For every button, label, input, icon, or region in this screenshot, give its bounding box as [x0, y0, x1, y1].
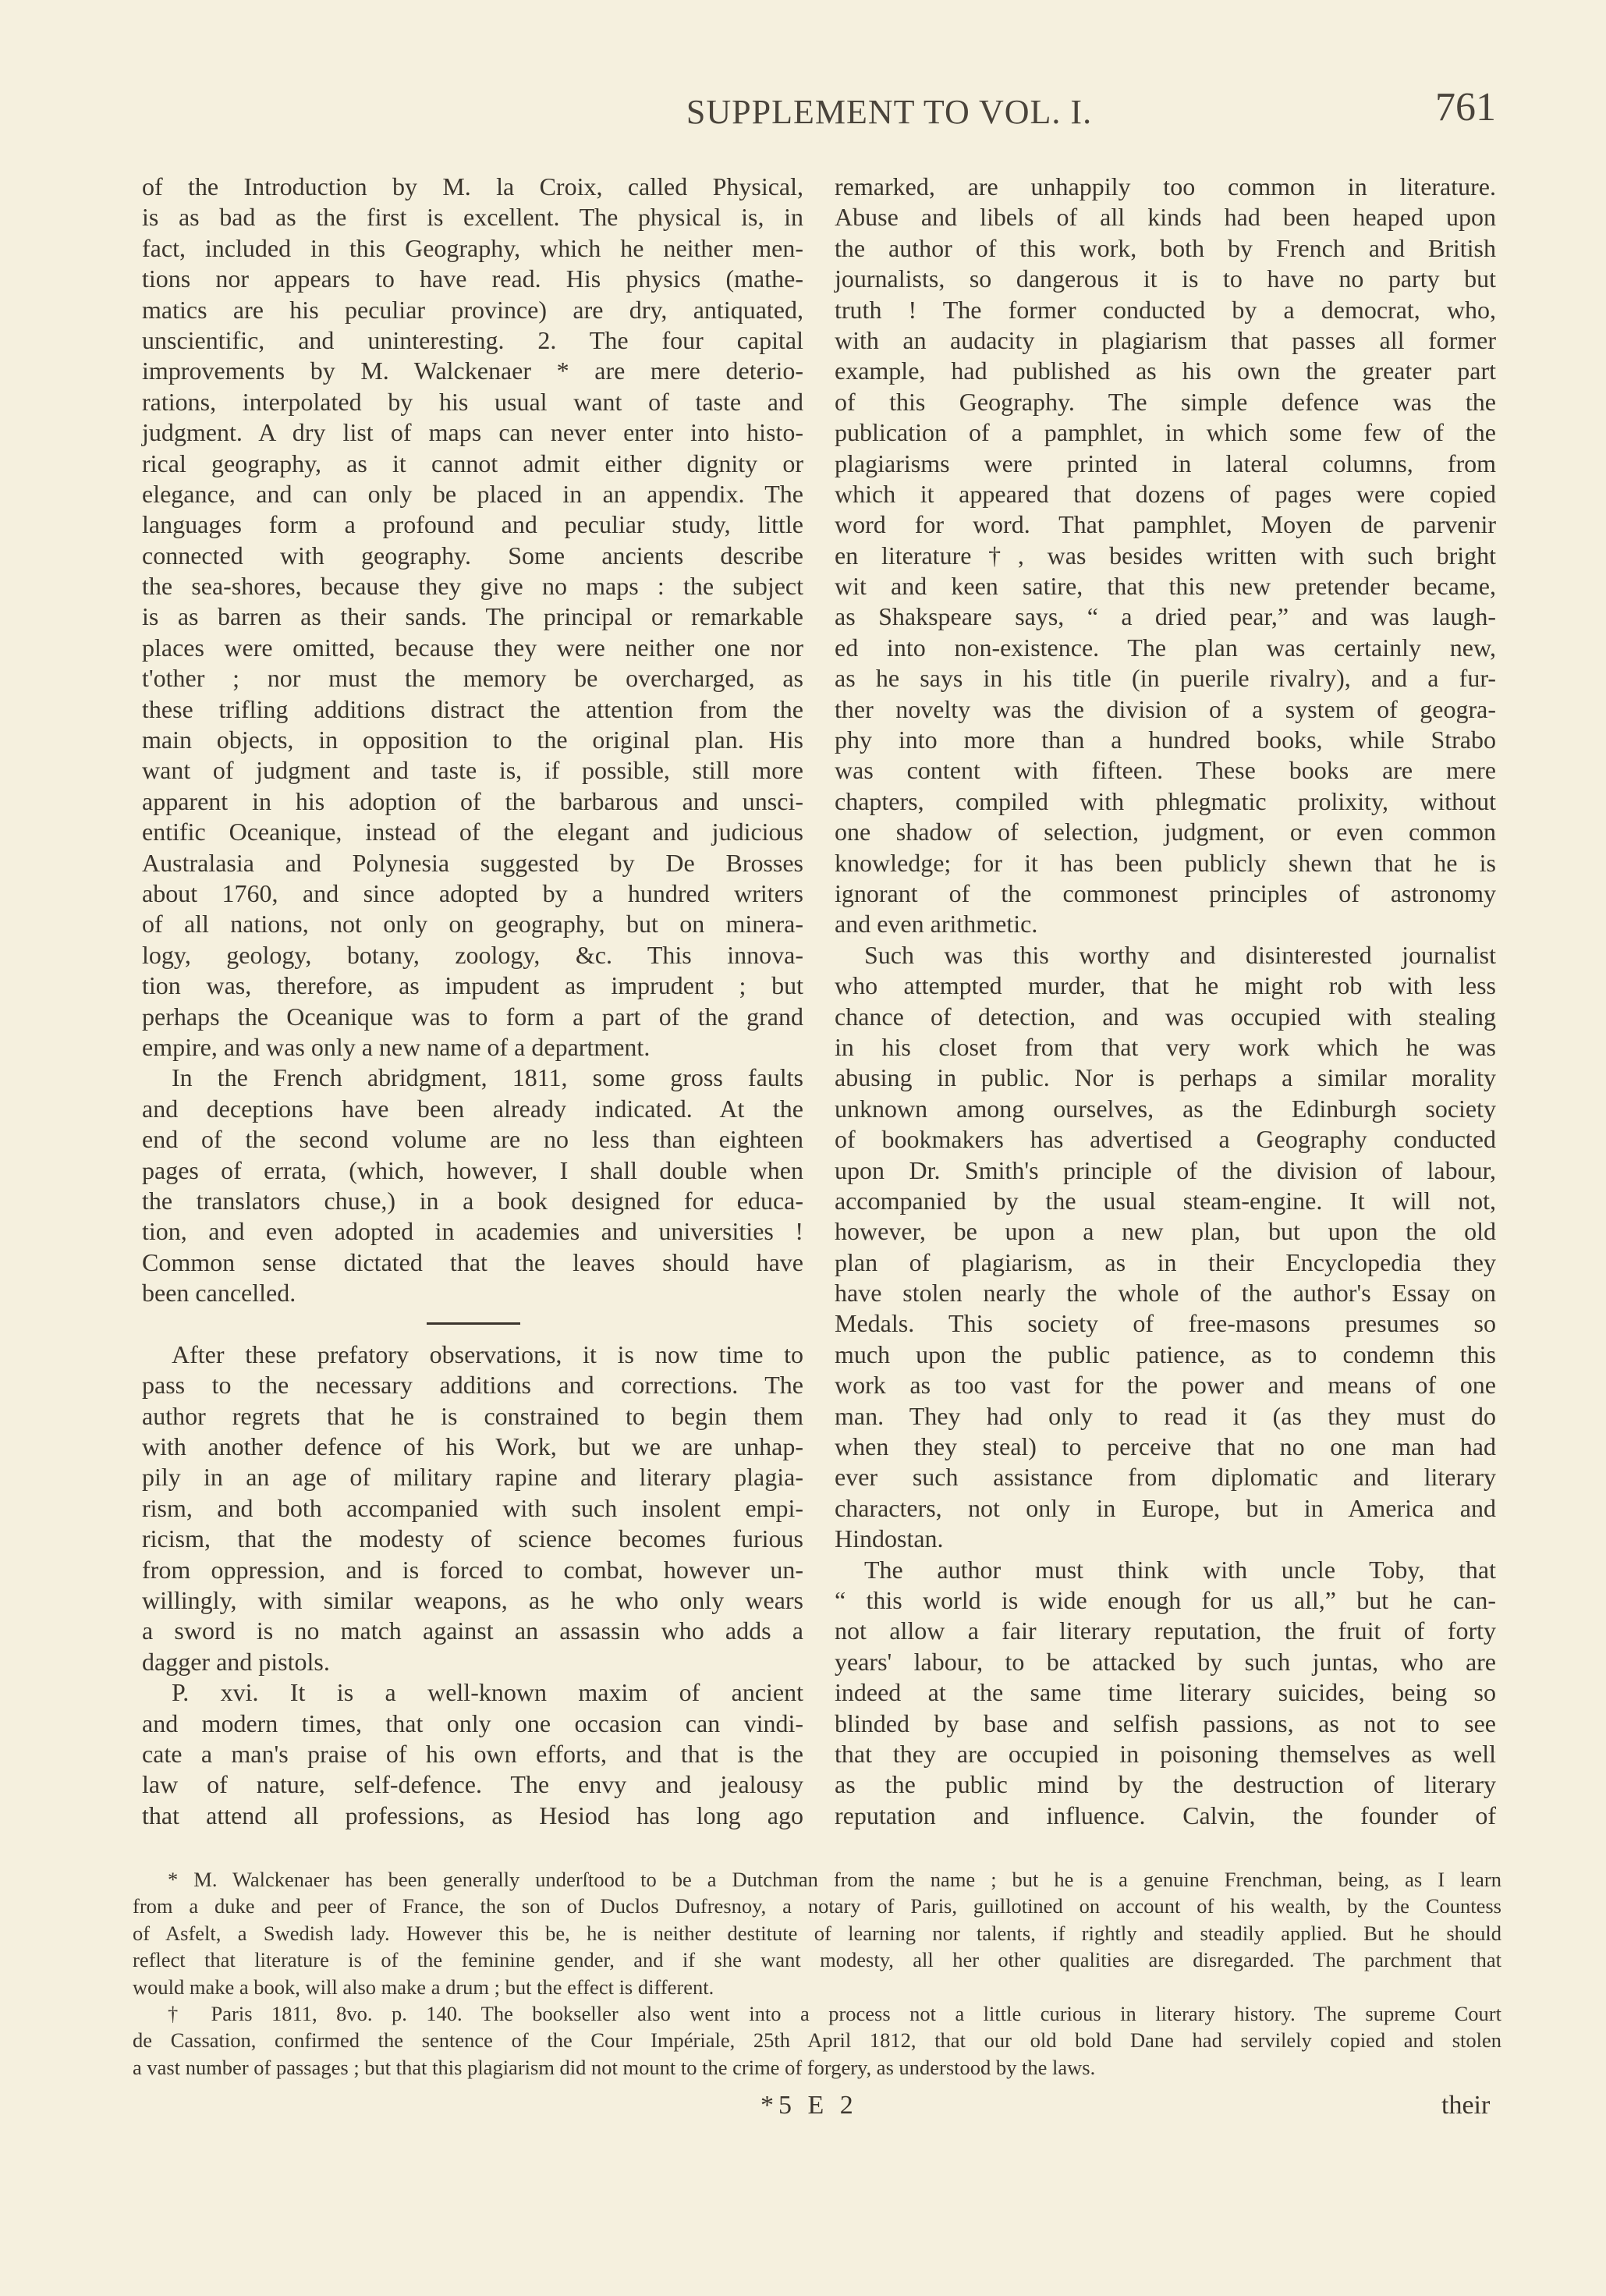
text-line: these trifling additions distract the attention from the	[142, 694, 803, 723]
text-line: publication of a pamphlet, in which some few of the	[835, 418, 1496, 447]
text-line: phy into more than a hundred books, while Strabo	[835, 726, 1496, 754]
footnote-line: * M. Walckenaer has been generally underſtood to be a Dutchman from the name ; but he is a genuine Frenchman, being, as I learn	[168, 1868, 1501, 1891]
text-line: been cancelled.	[142, 1279, 296, 1308]
text-line: blinded by base and selfish passions, as not to see	[835, 1709, 1496, 1737]
text-line: unknown among ourselves, as the Edinburgh society	[835, 1094, 1496, 1123]
text-line: improvements by M. Walckenaer * are mere deterio-	[142, 357, 803, 385]
text-line: author regrets that he is constrained to begin them	[142, 1401, 803, 1430]
text-line: apparent in his adoption of the barbarous and unsci-	[142, 786, 803, 815]
text-line: that attend all professions, as Hesiod has long ago	[142, 1801, 803, 1829]
text-line: was content with fifteen. These books are mere	[835, 756, 1496, 785]
text-line: plan of plagiarism, as in their Encyclopedia they	[835, 1247, 1496, 1276]
text-line: Such was this worthy and disinterested journalist	[864, 940, 1496, 969]
text-line: the translators chuse,) in a book designed for educa-	[142, 1186, 803, 1215]
text-line: places were omitted, because they were neither one nor	[142, 633, 803, 662]
text-line: the author of this work, both by French and British	[835, 233, 1496, 262]
text-line: of all nations, not only on geography, but on minera-	[142, 910, 803, 939]
text-line: as Shakspeare says, “ a dried pear,” and was laugh-	[835, 602, 1496, 631]
text-line: willingly, with similar weapons, as he who only wears	[142, 1585, 803, 1614]
text-line: Hindostan.	[835, 1524, 944, 1553]
text-line: wit and keen satire, that this new pretender became,	[835, 572, 1496, 601]
text-line: entific Oceanique, instead of the elegant and judicious	[142, 818, 803, 846]
text-line: connected with geography. Some ancients describe	[142, 541, 803, 570]
text-line: pass to the necessary additions and corrections. The	[142, 1371, 803, 1400]
text-line: reputation and influence. Calvin, the founder of	[835, 1801, 1496, 1829]
text-line: the sea-shores, because they give no maps : the subject	[142, 572, 803, 601]
text-line: chance of detection, and was occupied with stealing	[835, 1002, 1496, 1031]
text-line: accompanied by the usual steam-engine. It will not,	[835, 1186, 1496, 1215]
text-line: with an audacity in plagiarism that passes all former	[835, 325, 1496, 354]
text-line: years' labour, to be attacked by such juntas, who are	[835, 1647, 1496, 1676]
text-line: truth ! The former conducted by a democrat, who,	[835, 295, 1496, 324]
text-line: pages of errata, (which, however, I shall double when	[142, 1155, 803, 1184]
text-line: judgment. A dry list of maps can never enter into histo-	[142, 418, 803, 447]
text-line: is as barren as their sands. The principal or remarkable	[142, 602, 803, 631]
text-line: characters, not only in Europe, but in America and	[835, 1493, 1496, 1522]
text-line: and even arithmetic.	[835, 910, 1038, 939]
text-line: chapters, compiled with phlegmatic prolixity, without	[835, 786, 1496, 815]
text-line: Australasia and Polynesia suggested by De Brosses	[142, 848, 803, 877]
text-line: when they steal) to perceive that no one man had	[835, 1432, 1496, 1461]
text-line: who attempted murder, that he might rob with less	[835, 971, 1496, 1000]
text-line: as he says in his title (in puerile rivalry), and a fur-	[835, 664, 1496, 693]
text-line: Medals. This society of free-masons presumes so	[835, 1309, 1496, 1338]
text-line: of the Introduction by M. la Croix, called Physical,	[142, 172, 803, 201]
section-rule	[427, 1322, 520, 1325]
text-line: ever such assistance from diplomatic and literary	[835, 1463, 1496, 1492]
text-line: of this Geography. The simple defence was the	[835, 387, 1496, 416]
text-line: ignorant of the commonest principles of astronomy	[835, 878, 1496, 907]
text-line: tion was, therefore, as impudent as imprudent ; but	[142, 971, 803, 1000]
footnote-line: a vast number of passages ; but that this plagiarism did not mount to the crime of forgery, as understood by the laws.	[133, 2055, 1096, 2079]
text-line: ed into non-existence. The plan was certainly new,	[835, 633, 1496, 662]
text-line: upon Dr. Smith's principle of the division of labour,	[835, 1155, 1496, 1184]
text-line: main objects, in opposition to the original plan. His	[142, 726, 803, 754]
text-line: Common sense dictated that the leaves should have	[142, 1247, 803, 1276]
text-line: dagger and pistols.	[142, 1647, 330, 1676]
text-line: languages form a profound and peculiar study, little	[142, 510, 803, 539]
footnote-line: de Cassation, confirmed the sentence of the Cour Impériale, 25th April 1812, that our old bold Dane had servilely copied and stolen	[133, 2028, 1501, 2053]
text-line: abusing in public. Nor is perhaps a similar morality	[835, 1063, 1496, 1092]
text-line: example, had published as his own the greater part	[835, 357, 1496, 385]
text-line: word for word. That pamphlet, Moyen de parvenir	[835, 510, 1496, 539]
text-line: In the French abridgment, 1811, some gross faults	[172, 1063, 803, 1092]
text-line: with another defence of his Work, but we are unhap-	[142, 1432, 803, 1461]
text-line: in his closet from that very work which he was	[835, 1032, 1496, 1061]
left-column	[142, 172, 803, 1831]
text-line: tion, and even adopted in academies and universities !	[142, 1217, 803, 1246]
text-line: not allow a fair literary reputation, the fruit of forty	[835, 1616, 1496, 1645]
text-line: fact, included in this Geography, which he neither men-	[142, 233, 803, 262]
footnote-line: † Paris 1811, 8vo. p. 140. The bookseller also went into a process not a little curious in literary history. The supreme Court	[168, 2001, 1501, 2025]
text-line: rism, and both accompanied with such insolent empi-	[142, 1493, 803, 1522]
text-line: work as too vast for the power and means of one	[835, 1371, 1496, 1400]
text-line: t'other ; nor must the memory be overcharged, as	[142, 664, 803, 693]
footnote-line: from a duke and peer of France, the son of Duclos Dufresnoy, a notary of Paris, guillotined on account of his wealth, by the Countess	[133, 1894, 1501, 1918]
text-line: is as bad as the first is excellent. The physical is, in	[142, 203, 803, 232]
text-line: pily in an age of military rapine and literary plagia-	[142, 1463, 803, 1492]
catchword: their	[1441, 2091, 1491, 2120]
text-line: Abuse and libels of all kinds had been heaped upon	[835, 203, 1496, 232]
section-separator	[142, 1308, 803, 1339]
text-line: After these prefatory observations, it is now time to	[172, 1340, 803, 1368]
text-line: remarked, are unhappily too common in literature.	[835, 172, 1496, 201]
text-line: of bookmakers has advertised a Geography conducted	[835, 1125, 1496, 1154]
text-line: empire, and was only a new name of a department.	[142, 1032, 651, 1061]
text-line: knowledge; for it has been publicly shewn that he is	[835, 848, 1496, 877]
text-line: that they are occupied in poisoning themselves as well	[835, 1739, 1496, 1768]
footnote-line: would make a book, will also make a drum ; but the effect is different.	[133, 1975, 714, 1999]
text-line: perhaps the Oceanique was to form a part of the grand	[142, 1002, 803, 1031]
text-line: ther novelty was the division of a system of geogra-	[835, 694, 1496, 723]
text-line: The author must think with uncle Toby, that	[864, 1555, 1496, 1584]
text-line: a sword is no match against an assassin who adds a	[142, 1616, 803, 1645]
text-line: en literature†, was besides written with such bright	[835, 541, 1496, 570]
text-line: which it appeared that dozens of pages were copied	[835, 479, 1496, 508]
text-line: and modern times, that only one occasion can vindi-	[142, 1709, 803, 1737]
text-line: matics are his peculiar province) are dry, antiquated,	[142, 295, 803, 324]
text-line: plagiarisms were printed in lateral columns, from	[835, 449, 1496, 477]
text-line: elegance, and can only be placed in an appendix. The	[142, 479, 803, 508]
text-line: as the public mind by the destruction of literary	[835, 1770, 1496, 1799]
text-line: have stolen nearly the whole of the author's Essay on	[835, 1279, 1496, 1308]
text-line: rations, interpolated by his usual want of taste and	[142, 387, 803, 416]
running-title: SUPPLEMENT TO VOL. I.	[686, 93, 1093, 131]
text-line: journalists, so dangerous it is to have no party but	[835, 264, 1496, 293]
text-line: rical geography, as it cannot admit either dignity or	[142, 449, 803, 477]
text-line: one shadow of selection, judgment, or even common	[835, 818, 1496, 846]
text-line: from oppression, and is forced to combat, however un-	[142, 1555, 803, 1584]
text-line: unscientific, and uninteresting. 2. The four capital	[142, 325, 803, 354]
page-number: 761	[1435, 85, 1496, 130]
text-line: tions nor appears to have read. His physics (mathe-	[142, 264, 803, 293]
text-line: “ this world is wide enough for us all,” but he can-	[835, 1585, 1496, 1614]
signature-mark: *5 E 2	[760, 2091, 858, 2120]
footnote-line: of Asfelt, a Swedish lady. However this be, he is neither destitute of learning nor talents, if rightly and steadily applied. But he should	[133, 1921, 1501, 1945]
text-line: logy, geology, botany, zoology, &c. This innova-	[142, 940, 803, 969]
text-line: indeed at the same time literary suicides, being so	[835, 1678, 1496, 1707]
text-line: much upon the public patience, as to condemn this	[835, 1340, 1496, 1368]
text-line: however, be upon a new plan, but upon the old	[835, 1217, 1496, 1246]
text-line: end of the second volume are no less than eighteen	[142, 1125, 803, 1154]
text-line: cate a man's praise of his own efforts, and that is the	[142, 1739, 803, 1768]
text-line: about 1760, and since adopted by a hundred writers	[142, 878, 803, 907]
text-line: and deceptions have been already indicated. At the	[142, 1094, 803, 1123]
text-line: P. xvi. It is a well-known maxim of ancient	[172, 1678, 803, 1707]
text-line: law of nature, self-defence. The envy and jealousy	[142, 1770, 803, 1799]
footnotes	[133, 1866, 1501, 2081]
text-line: want of judgment and taste is, if possible, still more	[142, 756, 803, 785]
right-column	[835, 172, 1496, 1831]
text-line: ricism, that the modesty of science becomes furious	[142, 1524, 803, 1553]
footnote-line: reflect that literature is of the feminine gender, and if she want modesty, all her other qualities are disregarded. The parchment that	[133, 1948, 1501, 1972]
text-line: man. They had only to read it (as they must do	[835, 1401, 1496, 1430]
